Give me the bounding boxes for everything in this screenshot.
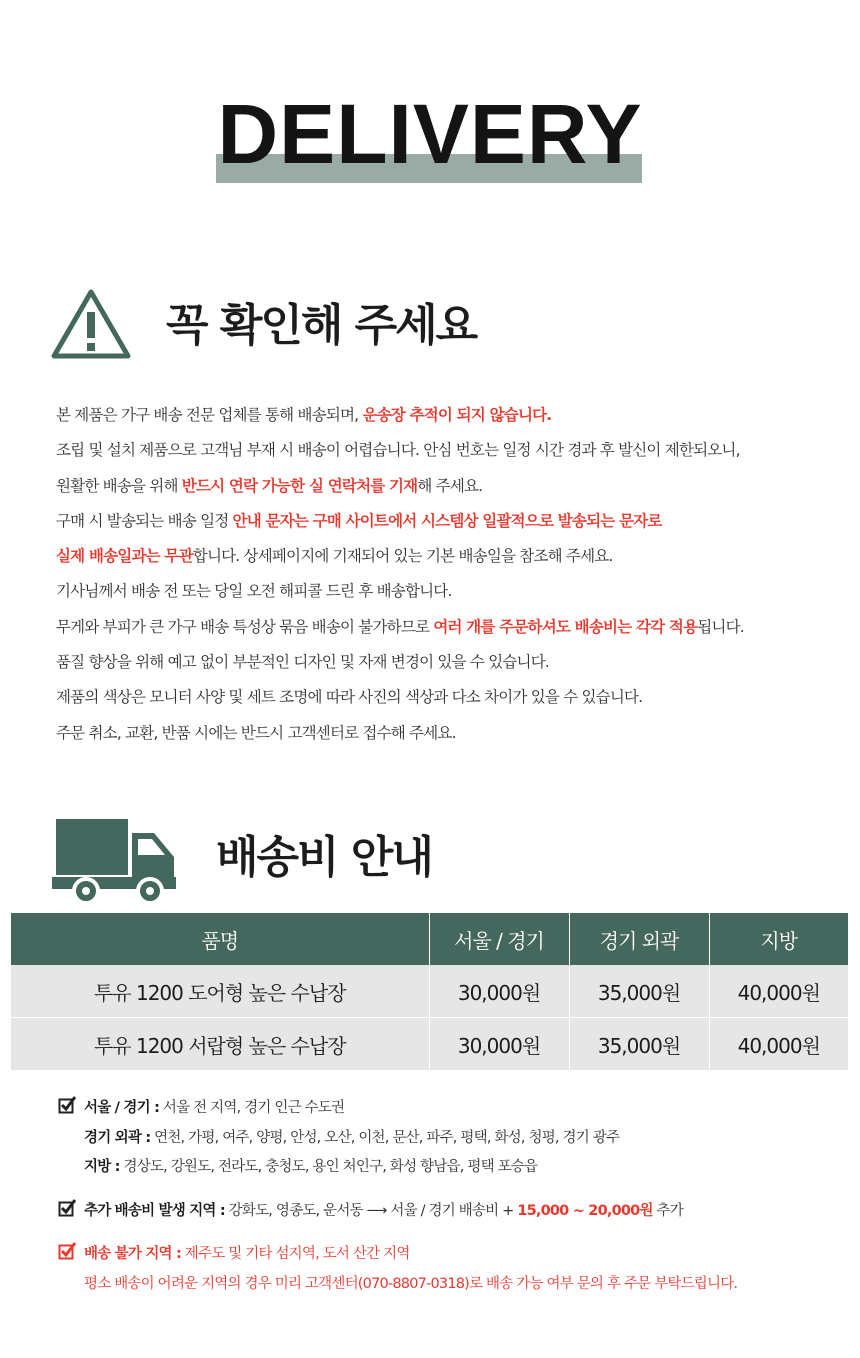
product-name: 투유 1200 도어형 높은 수납장 <box>11 965 429 1018</box>
truck-icon <box>52 817 180 907</box>
notice-text: 기사님께서 배송 전 또는 당일 오전 해피콜 드린 후 배송합니다. <box>56 582 452 601</box>
fee-seoul: 30,000원 <box>429 1018 569 1071</box>
checkbox-icon <box>58 1199 76 1217</box>
notice-line <box>56 398 846 433</box>
no-delivery-text: 제주도 및 기타 섬지역, 도서 산간 지역 <box>181 1246 410 1262</box>
notice-highlight: 실제 배송일과는 무관 <box>56 547 193 566</box>
notice-line <box>56 680 846 715</box>
notice-text: 조립 및 설치 제품으로 고객님 부재 시 배송이 어렵습니다. 안심 번호는 일정 시간 경과 후 발신이 제한되오니, <box>56 441 740 460</box>
notice-text: 해 주세요. <box>417 476 483 495</box>
notice-line <box>56 539 846 574</box>
notice-line <box>56 716 846 751</box>
product-name: 투유 1200 서랍형 높은 수납장 <box>11 1018 429 1071</box>
header-seoul: 서울 / 경기 <box>429 913 569 965</box>
outer-text: 연천, 가평, 여주, 양평, 안성, 오산, 이천, 문산, 파주, 평택, 화성, 청평, 경기 광주 <box>150 1130 620 1146</box>
fee-heading: 배송비 안내 <box>216 832 432 883</box>
notice-line <box>56 504 846 539</box>
fee-outer: 35,000원 <box>569 1018 709 1071</box>
extra-fee-row <box>84 1199 683 1220</box>
outer-label: 경기 외곽 : <box>84 1130 151 1146</box>
fee-seoul: 30,000원 <box>429 965 569 1018</box>
header-outer: 경기 외곽 <box>569 913 709 965</box>
seoul-area-row <box>84 1096 344 1117</box>
notice-text: 주문 취소, 교환, 반품 시에는 반드시 고객센터로 접수해 주세요. <box>56 723 456 742</box>
extra-suffix: 추가 <box>652 1203 683 1219</box>
notice-text: 합니다. 상세페이지에 기재되어 있는 기본 배송일을 참조해 주세요. <box>192 547 613 566</box>
outer-area-row <box>84 1126 619 1147</box>
notice-highlight: 안내 문자는 구매 사이트에서 시스템상 일괄적으로 발송되는 문자로 <box>232 511 662 530</box>
header-product: 품명 <box>11 913 429 965</box>
notice-text: 품질 향상을 위해 예고 없이 부분적인 디자인 및 자재 변경이 있을 수 있습니다. <box>56 653 550 672</box>
header-local: 지방 <box>709 913 848 965</box>
seoul-text: 서울 전 지역, 경기 인근 수도권 <box>159 1100 345 1116</box>
notice-heading: 꼭 확인해 주세요 <box>166 300 477 351</box>
notice-text: 본 제품은 가구 배송 전문 업체를 통해 배송되며, <box>56 406 363 424</box>
notice-line <box>56 574 846 609</box>
local-label: 지방 : <box>84 1159 120 1175</box>
local-area-row <box>84 1155 537 1176</box>
fee-table-header <box>11 913 848 965</box>
seoul-label: 서울 / 경기 : <box>84 1100 160 1116</box>
notice-highlight: 반드시 연락 가능한 실 연락처를 기재 <box>181 476 418 495</box>
notice-line <box>56 469 846 504</box>
extra-label: 추가 배송비 발생 지역 : <box>84 1203 225 1219</box>
table-row <box>11 1018 848 1071</box>
notice-line <box>56 610 846 645</box>
notice-text: 제품의 색상은 모니터 사양 및 세트 조명에 따라 사진의 색상과 다소 차이가 있을 수 있습니다. <box>56 688 643 707</box>
checkbox-icon <box>58 1096 76 1114</box>
notice-list <box>56 398 846 751</box>
notice-highlight: 운송장 추적이 되지 않습니다. <box>362 406 552 424</box>
no-delivery-label: 배송 불가 지역 : <box>84 1246 181 1262</box>
no-delivery-row <box>84 1242 410 1263</box>
fee-local: 40,000원 <box>709 1018 848 1071</box>
notice-text: 무게와 부피가 큰 가구 배송 특성상 묶음 배송이 불가하므로 <box>56 617 434 636</box>
warning-icon <box>50 288 132 360</box>
notice-text: 원활한 배송을 위해 <box>56 476 182 495</box>
notice-highlight: 여러 개를 주문하셔도 배송비는 각각 적용 <box>433 617 698 636</box>
notice-text: 됩니다. <box>697 617 744 636</box>
extra-text: 강화도, 영종도, 운서동 ⟶ 서울 / 경기 배송비 + <box>224 1203 518 1219</box>
fee-outer: 35,000원 <box>569 965 709 1018</box>
fee-table <box>11 913 848 1070</box>
page-title: DELIVERY <box>217 87 643 181</box>
checkbox-icon <box>58 1242 76 1260</box>
notice-line <box>56 645 846 680</box>
extra-amount: 15,000 ~ 20,000원 <box>517 1203 653 1219</box>
notice-text: 구매 시 발송되는 배송 일정 <box>56 511 233 530</box>
fee-local: 40,000원 <box>709 965 848 1018</box>
local-text: 경상도, 강원도, 전라도, 충청도, 용인 처인구, 화성 향남읍, 평택 포승읍 <box>119 1159 538 1175</box>
table-row <box>11 965 848 1018</box>
notice-line <box>56 433 846 468</box>
no-delivery-note: 평소 배송이 어려운 지역의 경우 미리 고객센터(070-8807-0318)로 배송 가능 여부 문의 후 주문 부탁드립니다. <box>84 1276 738 1292</box>
